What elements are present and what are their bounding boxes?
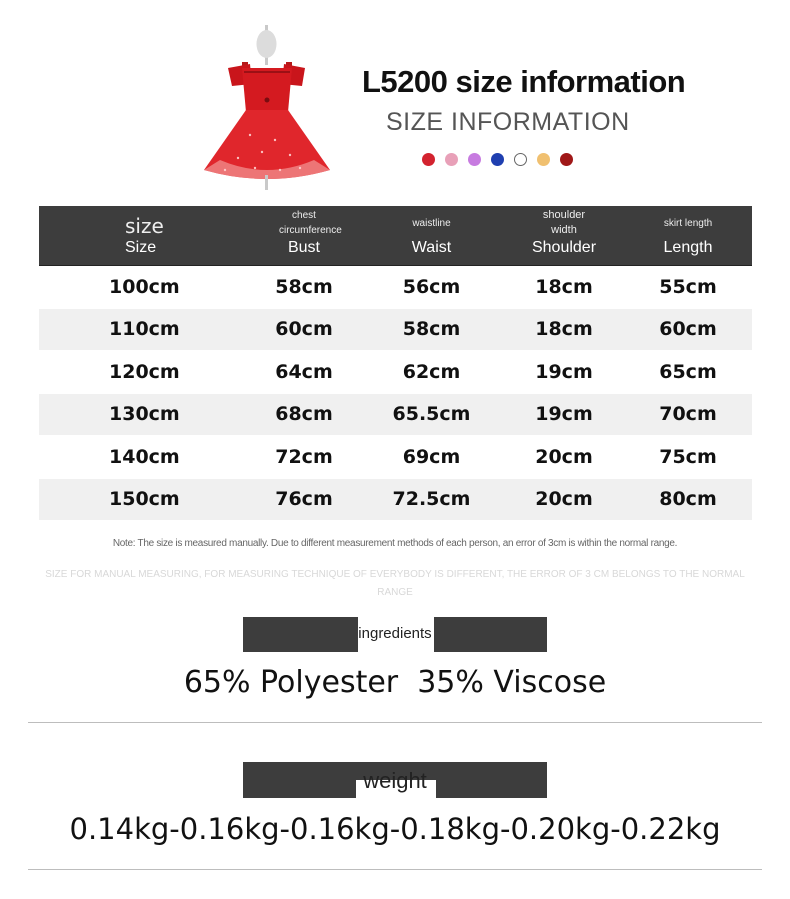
color-swatch-red[interactable] bbox=[422, 153, 435, 166]
table-cell-waist: 62cm bbox=[402, 360, 461, 383]
table-cell-shoulder: 20cm bbox=[535, 488, 593, 511]
page-title: L5200 size information bbox=[362, 64, 686, 99]
measurement-note-english: SIZE FOR MANUAL MEASURING, FOR MEASURING TECHNIQUE OF EVERYBODY IS DIFFERENT, THE ERROR OF 3 CM BELONGS TO THE NORMAL RANGE bbox=[45, 569, 745, 598]
weight-label-box bbox=[243, 762, 547, 798]
color-swatches bbox=[422, 153, 573, 166]
table-cell-length: 60cm bbox=[659, 318, 717, 341]
header-size-bottom: Size bbox=[125, 239, 157, 256]
page-subtitle: SIZE INFORMATION bbox=[386, 108, 630, 136]
table-cell-bust: 72cm bbox=[275, 445, 333, 468]
ingredients-value: 65% Polyester 35% Viscose bbox=[183, 665, 607, 700]
header-waist bbox=[359, 206, 504, 265]
table-cell-size: 150cm bbox=[109, 488, 180, 511]
measurement-note: Note: The size is measured manually. Due to different measurement methods of each person, an error of 3cm is within the normal range. bbox=[112, 538, 678, 549]
table-cell-shoulder: 19cm bbox=[535, 403, 593, 426]
header-length-top: skirt length bbox=[663, 218, 713, 229]
table-cell-bust: 58cm bbox=[275, 275, 333, 298]
table-cell-bust: 64cm bbox=[275, 360, 333, 383]
table-cell-size: 130cm bbox=[109, 403, 180, 426]
table-cell-bust: 76cm bbox=[275, 488, 333, 511]
table-cell-waist: 65.5cm bbox=[392, 403, 471, 426]
table-row bbox=[39, 266, 752, 309]
header-bust-bottom: Bust bbox=[287, 239, 320, 256]
table-cell-waist: 56cm bbox=[402, 275, 461, 298]
table-row bbox=[39, 394, 752, 437]
table-cell-bust: 68cm bbox=[275, 403, 333, 426]
table-cell-size: 100cm bbox=[109, 275, 180, 298]
size-table bbox=[39, 206, 752, 521]
table-cell-length: 65cm bbox=[659, 360, 717, 383]
table-cell-shoulder: 18cm bbox=[535, 275, 593, 298]
size-table-header bbox=[39, 206, 752, 266]
table-cell-length: 80cm bbox=[659, 488, 717, 511]
header-waist-bottom: Waist bbox=[411, 239, 452, 256]
header-shoulder bbox=[504, 206, 624, 265]
table-row bbox=[39, 436, 752, 479]
color-swatch-white[interactable] bbox=[514, 153, 527, 166]
color-swatch-pink[interactable] bbox=[445, 153, 458, 166]
table-cell-length: 70cm bbox=[659, 403, 717, 426]
table-row bbox=[39, 351, 752, 394]
header-length-bottom: Length bbox=[663, 239, 713, 256]
ingredients-label: ingredients bbox=[358, 625, 432, 642]
color-swatch-burgundy[interactable] bbox=[560, 153, 573, 166]
table-cell-length: 75cm bbox=[659, 445, 717, 468]
header-size-top: size bbox=[125, 214, 164, 238]
table-row bbox=[39, 309, 752, 352]
weight-value: 0.14kg-0.16kg-0.16kg-0.18kg-0.20kg-0.22kg bbox=[69, 812, 721, 846]
table-row bbox=[39, 479, 752, 522]
color-swatch-blue[interactable] bbox=[491, 153, 504, 166]
ingredients-label-box bbox=[243, 617, 547, 652]
table-cell-waist: 58cm bbox=[402, 318, 461, 341]
header-length bbox=[624, 206, 752, 265]
color-swatch-purple[interactable] bbox=[468, 153, 481, 166]
table-cell-size: 120cm bbox=[109, 360, 180, 383]
header-bust-top: chest circumference bbox=[279, 210, 342, 236]
color-swatch-gold[interactable] bbox=[537, 153, 550, 166]
table-cell-shoulder: 18cm bbox=[535, 318, 593, 341]
header-bust bbox=[249, 206, 359, 265]
header-waist-top: waistline bbox=[412, 218, 451, 229]
weight-label: weight bbox=[363, 768, 427, 793]
table-cell-shoulder: 20cm bbox=[535, 445, 593, 468]
header-shoulder-top: shoulder width bbox=[542, 209, 586, 236]
divider bbox=[28, 722, 762, 723]
table-cell-waist: 72.5cm bbox=[392, 488, 471, 511]
product-dress-image bbox=[180, 20, 355, 190]
table-cell-bust: 60cm bbox=[275, 318, 333, 341]
table-cell-size: 110cm bbox=[109, 318, 180, 341]
table-cell-waist: 69cm bbox=[402, 445, 461, 468]
table-cell-shoulder: 19cm bbox=[535, 360, 593, 383]
header-size bbox=[39, 206, 249, 265]
header-shoulder-bottom: Shoulder bbox=[531, 239, 597, 256]
table-cell-size: 140cm bbox=[109, 445, 180, 468]
divider bbox=[28, 869, 762, 870]
table-cell-length: 55cm bbox=[659, 275, 717, 298]
